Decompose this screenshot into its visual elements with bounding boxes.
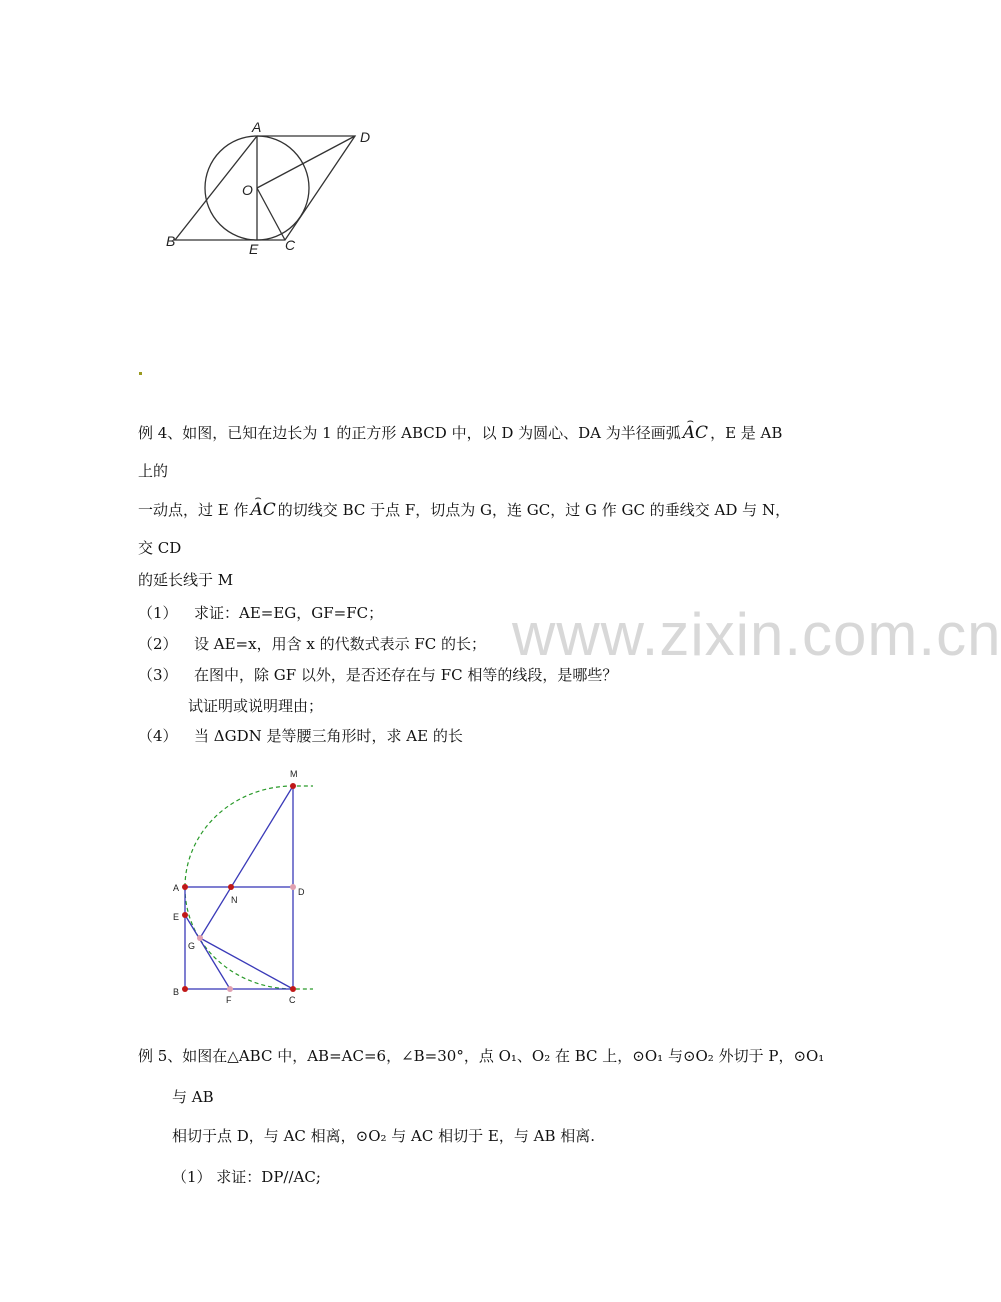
arc-dashed-top <box>185 786 313 887</box>
label-g: G <box>188 941 196 951</box>
label-e: E <box>249 241 259 257</box>
ex4-line3-a: 一动点，过 E 作 <box>138 501 249 519</box>
item-text: 在图中，除 GF 以外，是否还存在与 FC 相等的线段，是哪些？ <box>194 666 618 684</box>
item-text: 求证：AE=EG，GF=FC； <box>194 604 384 622</box>
ex4-line4: 交 CD <box>138 539 182 557</box>
label-a2: A <box>173 883 180 893</box>
ex4-line1 <box>138 423 782 443</box>
ex4-line1-b: ，E 是 AB <box>710 424 783 442</box>
ex5-line4: （1） 求证：DP//AC; <box>172 1168 321 1186</box>
watermark: www.zixin.com.cn <box>512 601 1001 668</box>
ex4-item-4 <box>138 726 463 746</box>
label-f: F <box>226 995 232 1005</box>
label-c: C <box>285 237 296 253</box>
ex4-line3-b: 的切线交 BC 于点 F，切点为 G，连 GC，过 G 作 GC 的垂线交 AD 与 N， <box>277 501 791 519</box>
ex4-line2: 上的 <box>138 462 169 480</box>
ex4-item-2 <box>138 634 486 654</box>
ex4-item-3 <box>138 665 617 685</box>
rhombus-abcd <box>175 136 355 240</box>
ex4-item-1 <box>138 603 383 623</box>
marker-dot <box>139 372 142 375</box>
label-n: N <box>231 895 238 905</box>
label-c2: C <box>289 995 296 1005</box>
label-b2: B <box>173 987 180 997</box>
arc-ac-1: ⌢ AC <box>683 423 708 443</box>
item-num: （1） <box>138 604 178 622</box>
label-o: O <box>242 182 253 198</box>
label-e2: E <box>173 912 180 922</box>
item-text: 设 AE=x，用含 x 的代数式表示 FC 的长； <box>194 635 486 653</box>
figure-rhombus-circle <box>160 115 390 265</box>
segment-oc <box>257 188 285 240</box>
ex5-line3: 相切于点 D，与 AC 相离，⊙O₂ 与 AC 相切于 E，与 AB 相离. <box>172 1127 596 1145</box>
label-d2: D <box>298 887 305 897</box>
segment-od <box>257 136 355 188</box>
ex4-line1-a: 例 4、如图，已知在边长为 1 的正方形 ABCD 中，以 D 为圆心、DA 为半径画弧 <box>138 424 681 442</box>
item-num: （2） <box>138 635 178 653</box>
label-a: A <box>252 119 262 135</box>
ex4-line3 <box>138 500 790 520</box>
ex4-item-3-cont: 试证明或说明理由； <box>188 697 324 715</box>
ex5-line2: 与 AB <box>172 1088 214 1106</box>
figure-square-arc <box>165 765 315 1010</box>
label-d: D <box>360 129 371 145</box>
arc-ac-2: ⌢ AC <box>251 500 276 520</box>
ex5-line1: 例 5、如图在△ABC 中，AB=AC=6，∠B=30°，点 O₁、O₂ 在 BC 上，⊙O₁ 与⊙O₂ 外切于 P，⊙O₁ <box>138 1047 825 1065</box>
segment-mg <box>200 786 293 938</box>
label-b: B <box>166 233 176 249</box>
ex4-line5: 的延长线于 M <box>138 571 234 589</box>
item-text: 当 ΔGDN 是等腰三角形时，求 AE 的长 <box>194 727 463 745</box>
item-num: （4） <box>138 727 178 745</box>
item-num: （3） <box>138 666 178 684</box>
label-m: M <box>290 769 298 779</box>
arc-dashed-bottom <box>185 887 313 989</box>
